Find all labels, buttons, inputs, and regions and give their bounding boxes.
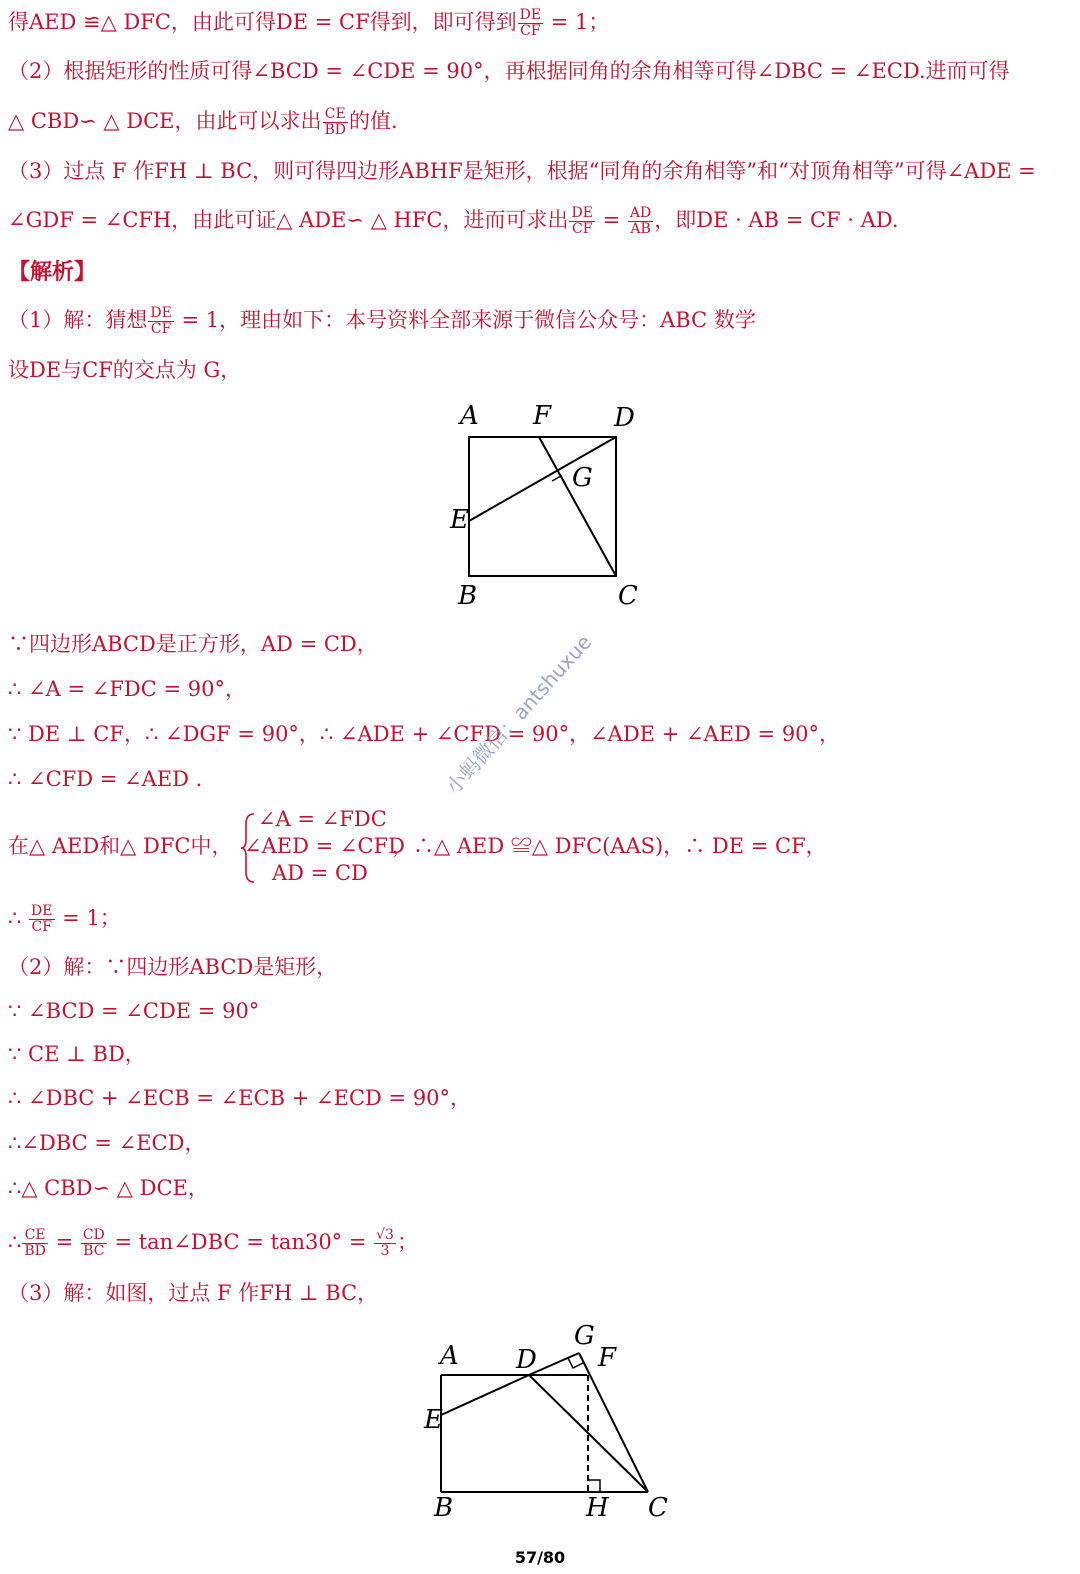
label-c: C [648,1493,668,1523]
fraction [323,107,349,138]
text-line [8,206,899,237]
denominator: CF [31,919,52,935]
text: （2）根据矩形的性质可得∠BCD = ∠CDE = 90°，再根据同角的余角相等可得∠DBC = ∠ECD.进而可得 [8,59,1010,83]
numerator: CD [82,1227,105,1243]
text: （1）解：猜想 [8,308,148,332]
label-e: E [424,1405,443,1435]
text-line [8,765,202,793]
text: ∴ [8,906,29,930]
numerator: CE [323,107,349,123]
fraction [148,306,173,337]
text-line [8,630,378,658]
text: （3）解：如图，过点 F 作FH ⊥ BC， [8,1281,379,1305]
document-page [8,0,1072,1540]
text: = [48,1230,80,1254]
text-line [8,1129,205,1157]
label-a: A [440,1341,459,1371]
fraction [29,904,54,935]
numerator: DE [519,7,542,23]
text: = 1； [544,10,610,34]
label-f: F [533,401,552,431]
denominator: BD [24,1243,46,1259]
label-d: D [614,403,635,433]
text: = [595,208,627,232]
text: ∴△ CBD∽ △ DCE， [8,1176,209,1200]
text: 在△ AED和△ DFC中， [8,834,233,858]
segment-dc [529,1375,648,1492]
text: 的值. [349,109,398,133]
text-line [8,157,1036,185]
denominator: CF [571,221,593,237]
label-e: E [450,505,469,535]
numerator: DE [571,205,593,221]
text: = 1，理由如下：本号资料全部来源于微信公众号：ABC 数学 [174,308,756,332]
text: = tan∠DBC = tan30° = [107,1230,374,1254]
text-line [392,832,827,860]
text: ∵ ∠BCD = ∠CDE = 90° [8,999,260,1023]
section-heading: 【解析】 [8,260,97,285]
text: ∴ ∠A = ∠FDC = 90°， [8,677,246,701]
fraction [569,206,594,237]
text-line [8,306,756,337]
text: ，即DE · AB = CF · AD. [654,208,899,232]
denominator: BC [83,1243,105,1259]
numerator: √3 [376,1227,394,1243]
text-line [8,953,337,981]
text-line [8,675,246,703]
text: = 1； [55,906,121,930]
fraction [518,8,543,39]
equation-line: AD = CD [272,861,368,885]
label-c: C [618,581,638,611]
label-g: G [574,1321,595,1351]
text: ∴ [8,1230,22,1254]
segment-ed [441,1375,529,1415]
text: ∴∠DBC = ∠ECD， [8,1131,206,1155]
label-b: B [458,581,478,611]
label-h: H [586,1493,609,1523]
text: （3）过点 F 作FH ⊥ BC，则可得四边形ABHF是矩形，根据“同角的余角相等”和“对顶角相等”可得∠ADE = [8,159,1036,183]
denominator: BD [324,122,347,138]
text: ∠GDF = ∠CFH，由此可证△ ADE∽ △ HFC，进而可求出 [8,208,569,232]
text: ∵ DE ⊥ CF，∴ ∠DGF = 90°，∴ ∠ADE + ∠CFD = 90°，∠ADE + ∠AED = 90°， [8,722,841,746]
figure-rectangle-abcd [412,1318,672,1528]
text-line [8,1228,418,1259]
square [469,437,616,576]
equation-line: ∠A = ∠FDC [258,807,387,831]
denominator: CF [520,23,541,39]
figure-square-abcd [440,396,660,616]
text-line [8,57,1010,85]
text: △ CBD∽ △ DCE，由此可以求出 [8,109,322,133]
denominator: AB [630,221,651,237]
denominator: 3 [380,1243,390,1259]
text-line [8,8,609,39]
label-b: B [434,1493,454,1523]
numerator: DE [31,903,53,919]
text: ，∴△ AED ≌△ DFC(AAS)，∴ DE = CF， [392,834,827,858]
numerator: AD [629,205,652,221]
right-angle-mark [588,1480,600,1492]
text-line [8,1040,146,1068]
text: 设DE与CF的交点为 G， [8,358,242,382]
fraction [22,1228,48,1259]
numerator: DE [150,305,172,321]
text: ； [396,1230,418,1254]
text: ∴ ∠CFD = ∠AED . [8,767,203,791]
text-line [8,1084,471,1112]
denominator: CF [150,321,172,337]
text: ∵四边形ABCD是正方形，AD = CD， [8,632,378,656]
fraction [81,1228,107,1259]
equation-line: ∠AED = ∠CFD [244,834,405,858]
text-line [8,997,259,1025]
label-d: D [516,1345,537,1375]
text-line [8,356,241,384]
text-line [8,832,232,860]
label-f: F [598,1343,617,1373]
text-line [8,720,840,748]
text: ∴ ∠DBC + ∠ECB = ∠ECB + ∠ECD = 90°， [8,1086,472,1110]
fraction [628,206,653,237]
text: （2）解：∵四边形ABCD是矩形， [8,955,338,979]
right-angle-mark [568,1358,583,1368]
label-a: A [460,401,479,431]
numerator: CE [22,1228,48,1244]
text-line [8,1174,209,1202]
text: 得AED ≌△ DFC，由此可得DE = CF得到，即可得到 [8,10,517,34]
segment-gc [579,1353,648,1492]
page-number: 57/80 [514,1548,566,1567]
fraction [374,1228,396,1259]
text: ∵ CE ⊥ BD， [8,1042,146,1066]
text-line [8,1279,378,1307]
label-g: G [572,463,593,493]
text-line [8,904,121,935]
text-line [8,107,398,138]
watermark: 小蚂微信：antshuxue [440,630,597,799]
segment-ed [469,437,616,521]
